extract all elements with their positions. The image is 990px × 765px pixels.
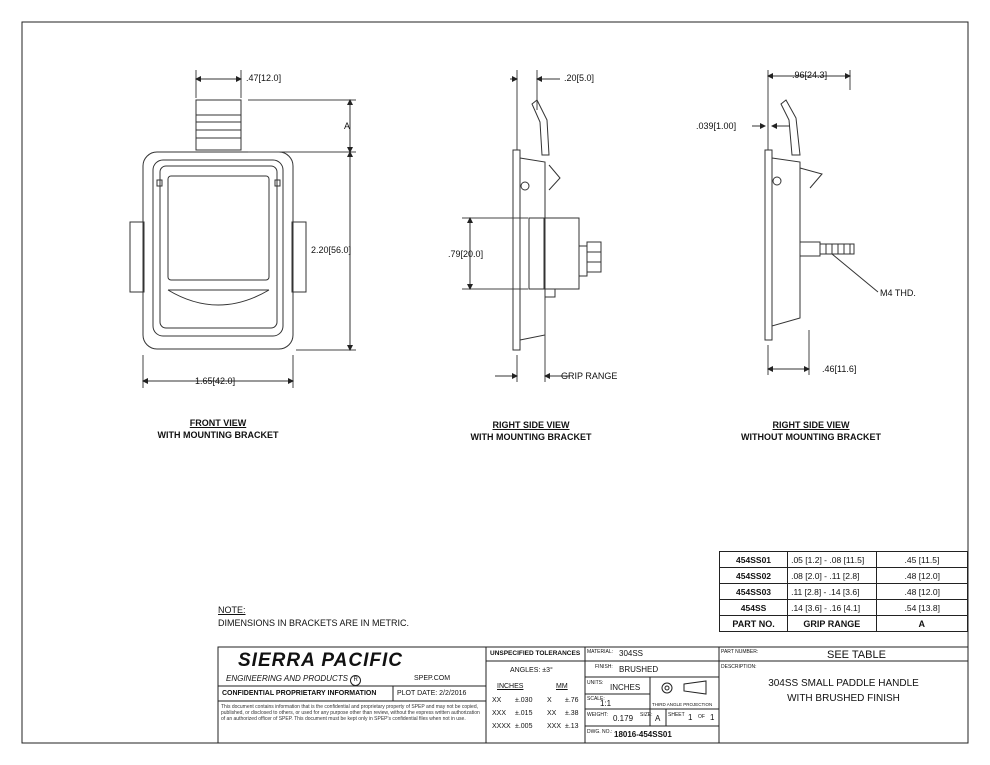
tolerance-in-k: XX (492, 697, 502, 704)
part-table-header-cell: A (876, 616, 967, 632)
units-label: UNITS: (587, 680, 604, 686)
dim-side-height: .79[20.0] (448, 249, 484, 259)
tolerance-mm-k: XX (547, 710, 557, 717)
part-table-cell-grip: .14 [3.6] - .16 [4.1] (788, 600, 876, 616)
thread-stud (820, 244, 854, 254)
registered-mark: R (350, 675, 361, 686)
website: SPEP.COM (414, 675, 451, 682)
front-right-tab (292, 222, 306, 292)
tol-mm-header: MM (556, 683, 568, 690)
dim-front-stem-width: .47[12.0] (246, 73, 282, 83)
part-table-header-cell: PART NO. (720, 616, 788, 632)
dim-side2-top: .96[24.3] (792, 70, 828, 80)
front-view-drawing (130, 70, 356, 388)
units-value: INCHES (610, 683, 641, 692)
tolerance-mm-k: X (547, 697, 552, 704)
dwg-no-label: DWG. NO.: (587, 729, 613, 735)
scale-value: 1:1 (600, 699, 612, 708)
part-number-label: PART NUMBER: (721, 649, 759, 655)
part-table-row (720, 584, 968, 600)
part-table-row (720, 552, 968, 568)
tolerance-mm-v: ±.76 (565, 697, 579, 704)
description-label: DESCRIPTION: (721, 664, 757, 670)
front-bracket-outer (143, 152, 293, 349)
tol-inches-header: INCHES (497, 683, 524, 690)
part-table-cell-part: 454SS01 (720, 552, 788, 568)
dim-front-width: 1.65[42.0] (195, 376, 236, 386)
finish-label: FINISH: (595, 664, 613, 670)
angles-tolerance: ANGLES: ±3° (510, 667, 553, 674)
company-subtitle: ENGINEERING AND PRODUCTS R (226, 674, 361, 686)
part-table-row (720, 568, 968, 584)
part-table-cell-part: 454SS02 (720, 568, 788, 584)
part-table-cell-a: .54 [13.8] (876, 600, 967, 616)
dim-side-top: .20[5.0] (564, 73, 595, 83)
tolerance-mm-v: ±.38 (565, 710, 579, 717)
weight-label: WEIGHT: (587, 712, 608, 718)
part-table-cell-grip: .08 [2.0] - .11 [2.8] (788, 568, 876, 584)
confidential-label: CONFIDENTIAL PROPRIETARY INFORMATION (222, 690, 377, 697)
part-table-header-cell: GRIP RANGE (788, 616, 876, 632)
front-view-title: FRONT VIEW WITH MOUNTING BRACKET (157, 418, 279, 440)
part-table-row (720, 600, 968, 616)
part-number-table (719, 551, 968, 632)
size-value: A (655, 714, 661, 723)
part-number-value: SEE TABLE (827, 649, 886, 661)
tolerance-mm-v: ±.13 (565, 723, 579, 730)
tolerance-in-v: ±.015 (515, 710, 533, 717)
part-table-cell-a: .48 [12.0] (876, 584, 967, 600)
part-table-cell-part: 454SS (720, 600, 788, 616)
dim-side2-bottom: .46[11.6] (822, 364, 857, 374)
part-table-cell-a: .48 [12.0] (876, 568, 967, 584)
dim-label-a: A (344, 121, 351, 131)
front-stem (196, 100, 241, 150)
weight-value: 0.179 (613, 714, 634, 723)
side-latch-body (529, 218, 579, 289)
sheet-value: 1 (688, 713, 693, 722)
note-block: NOTE: DIMENSIONS IN BRACKETS ARE IN METRIC. (218, 605, 410, 628)
material-label: MATERIAL: (587, 649, 614, 655)
part-table-cell-grip: .11 [2.8] - .14 [3.6] (788, 584, 876, 600)
material-value: 304SS (619, 649, 644, 658)
side-view-without-bracket-title: RIGHT SIDE VIEW WITHOUT MOUNTING BRACKET (741, 420, 881, 442)
side-view-with-bracket-title: RIGHT SIDE VIEW WITH MOUNTING BRACKET (470, 420, 592, 442)
thread-label: M4 THD. (880, 288, 916, 298)
disclaimer: This document contains information that is the confidential and proprietary property of SPEP and may not be copied, published, or disclosed to others, or used for any purpose other than review, without the express written authorization of an authorized officer of SPEP. This document must be kept only in SPEP's confidential files when not in use. (221, 704, 480, 722)
grip-range-label: GRIP RANGE (561, 371, 618, 381)
part-table-header (720, 616, 968, 632)
of-label: OF (698, 714, 705, 720)
tolerances-title: UNSPECIFIED TOLERANCES (490, 650, 581, 657)
tolerance-in-k: XXX (492, 710, 507, 717)
size-label: SIZE: (640, 712, 653, 718)
dim-side2-thickness: .039[1.00] (696, 121, 737, 131)
plot-date: PLOT DATE: 2/2/2016 (397, 690, 467, 697)
side-view-without-bracket-drawing (752, 70, 878, 375)
front-left-tab (130, 222, 144, 292)
part-table-cell-a: .45 [11.5] (876, 552, 967, 568)
tolerance-in-v: ±.005 (515, 723, 533, 730)
front-paddle (160, 166, 277, 328)
dwg-no-value: 18016-454SS01 (614, 730, 672, 739)
sheet-border (22, 22, 968, 743)
dim-front-height: 2.20[56.0] (311, 245, 352, 255)
tolerance-in-v: ±.030 (515, 697, 533, 704)
company-logo-text: SIERRA PACIFIC (238, 650, 403, 671)
part-table-cell-grip: .05 [1.2] - .08 [11.5] (788, 552, 876, 568)
side-view-with-bracket-drawing (462, 70, 601, 382)
part-table-cell-part: 454SS03 (720, 584, 788, 600)
finish-value: BRUSHED (619, 665, 659, 674)
sheet-total: 1 (710, 713, 715, 722)
sheet-label: SHEET (668, 712, 685, 718)
description: 304SS SMALL PADDLE HANDLE WITH BRUSHED FINISH (768, 678, 919, 704)
tolerance-mm-k: XXX (547, 723, 562, 730)
projection-label: THIRD ANGLE PROJECTION (652, 702, 713, 707)
tolerance-in-k: XXXX (492, 723, 511, 730)
scale-label: SCALE: (587, 696, 605, 702)
